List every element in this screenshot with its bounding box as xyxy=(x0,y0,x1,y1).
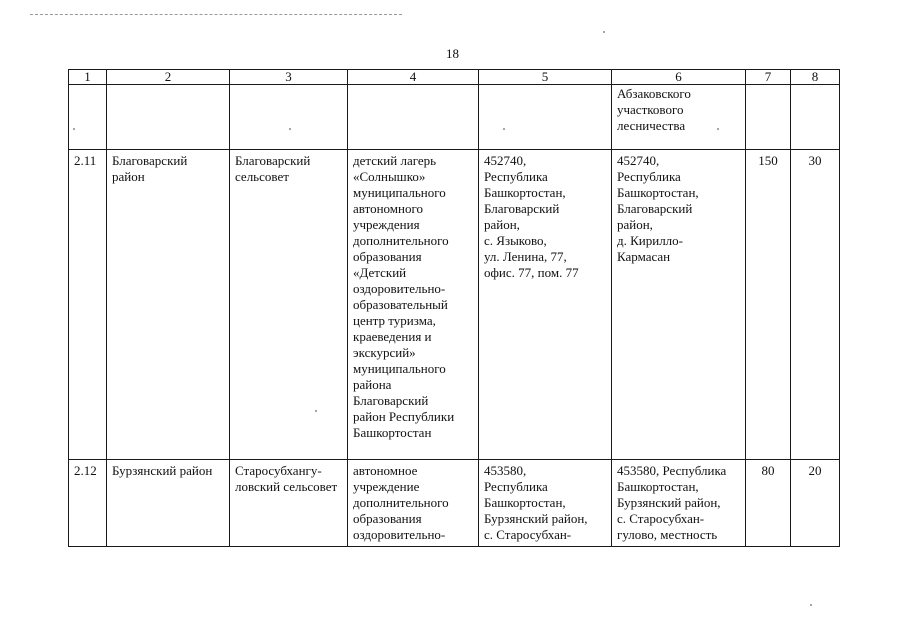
table-cell xyxy=(107,85,230,150)
column-header: 8 xyxy=(791,70,840,85)
table-cell xyxy=(230,85,348,150)
scan-speck xyxy=(717,128,719,130)
capacity-cell: 80 xyxy=(746,460,791,547)
count-cell: 30 xyxy=(791,150,840,460)
count-cell: 20 xyxy=(791,460,840,547)
continuation-row xyxy=(69,85,840,150)
column-header: 3 xyxy=(230,70,348,85)
document-table xyxy=(68,69,840,547)
location-cell: 453580, Республика Башкортостан, Бурзянский район, с. Старосубхан- гулово, местность xyxy=(612,460,746,547)
scan-speck xyxy=(810,604,812,606)
scan-speck xyxy=(289,128,291,130)
scan-speck xyxy=(503,128,505,130)
table-cell xyxy=(746,85,791,150)
table-cell xyxy=(479,85,612,150)
column-header: 2 xyxy=(107,70,230,85)
organization-cell: детский лагерь «Солнышко» муниципального автономного учреждения дополнительного образования «Детский оздоровительно- образовательный центр туризма, краеведения и экскурсий» муниципального района Благоварский район Республики Башкортостан xyxy=(348,150,479,460)
row-number-cell: 2.12 xyxy=(69,460,107,547)
forestry-cell: Абзаковского участкового лесничества xyxy=(612,85,746,150)
legal-address-cell: 453580, Республика Башкортостан, Бурзянский район, с. Старосубхан- xyxy=(479,460,612,547)
district-cell: Благоварский район xyxy=(107,150,230,460)
organization-cell: автономное учреждение дополнительного образования оздоровительно- xyxy=(348,460,479,547)
page-number: 18 xyxy=(446,46,459,61)
table-cell xyxy=(348,85,479,150)
table-row xyxy=(69,460,840,547)
legal-address-cell: 452740, Республика Башкортостан, Благоварский район, с. Языково, ул. Ленина, 77, офис. 77, пом. 77 xyxy=(479,150,612,460)
scan-artifact-line xyxy=(30,14,402,16)
settlement-cell: Старосубхангу- ловский сельсовет xyxy=(230,460,348,547)
district-cell: Бурзянский район xyxy=(107,460,230,547)
column-header: 5 xyxy=(479,70,612,85)
table-cell xyxy=(791,85,840,150)
column-header: 1 xyxy=(69,70,107,85)
settlement-cell: Благоварский сельсовет xyxy=(230,150,348,460)
scan-speck xyxy=(603,31,605,33)
scan-speck xyxy=(73,128,75,130)
table-row xyxy=(69,150,840,460)
location-cell: 452740, Республика Башкортостан, Благоварский район, д. Кирилло- Кармасан xyxy=(612,150,746,460)
capacity-cell: 150 xyxy=(746,150,791,460)
column-header: 7 xyxy=(746,70,791,85)
row-number-cell: 2.11 xyxy=(69,150,107,460)
column-header: 4 xyxy=(348,70,479,85)
column-header: 6 xyxy=(612,70,746,85)
table-cell xyxy=(69,85,107,150)
column-number-row xyxy=(69,70,840,85)
scan-speck xyxy=(315,410,317,412)
